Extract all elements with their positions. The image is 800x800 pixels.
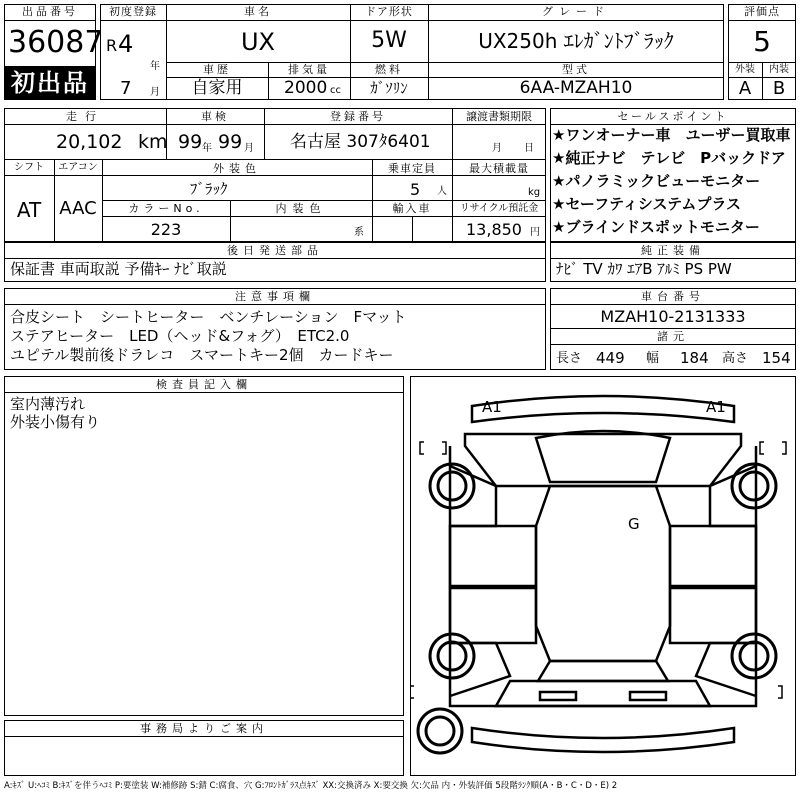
sales-point-3: ★パノラミックビューモニター <box>552 172 761 190</box>
inspection-year-unit: 年 <box>202 143 212 154</box>
lot-number: 36087 <box>8 25 104 60</box>
interior-label: 内装 <box>769 64 789 75</box>
reg-year: 4 <box>118 30 134 58</box>
inspector-line-2: 外装小傷有り <box>10 413 101 431</box>
capacity-unit: 人 <box>437 186 447 197</box>
sales-point-4: ★セーフティシステムプラス <box>552 195 741 213</box>
recycle-amount: 13,850 <box>466 220 522 239</box>
era: R <box>106 36 118 55</box>
sales-point-2: ★純正ナビ テレビ Pバックドア <box>552 149 786 167</box>
score-label: 評価点 <box>744 5 780 18</box>
transfer-day-unit: 日 <box>524 143 534 154</box>
ac-label: エアコン <box>58 162 98 173</box>
shift: AT <box>16 198 42 222</box>
first-reg-label: 初度登録 <box>109 5 157 18</box>
year-unit: 年 <box>150 61 160 72</box>
office-label: 事務局よりご案内 <box>140 722 268 735</box>
genuine-equipment: ﾅﾋﾞ TV ｶﾜ ｴｱB ｱﾙﾐ PS PW <box>556 260 732 278</box>
inspector-line-1: 室内薄汚れ <box>10 395 86 413</box>
transfer-label: 譲渡書類期限 <box>466 110 532 123</box>
later-parts-label: 後日発送部品 <box>227 244 323 257</box>
model-label: 型式 <box>562 63 590 76</box>
score: 5 <box>753 25 771 58</box>
mileage-unit: km <box>138 131 168 153</box>
load-label: 最大積載量 <box>469 162 529 175</box>
int-color-unit: 系 <box>354 227 364 238</box>
fuel-label: 燃料 <box>375 63 403 76</box>
inspection-year: 99 <box>178 131 203 153</box>
displacement-label: 排気量 <box>288 63 330 76</box>
damage-mark-front-right: A1 <box>706 398 726 416</box>
notes-line-1: 合皮シート シートヒーター ベンチレーション Fマット <box>10 308 407 326</box>
color-no: 223 <box>150 220 182 239</box>
history: 自家用 <box>191 78 243 98</box>
car-name: UX <box>240 28 275 56</box>
sales-point-1: ★ワンオーナー車 ユーザー買取車 <box>552 126 791 144</box>
grade: UX250h ｴﾚｶﾞﾝﾄﾌﾞﾗｯｸ <box>478 29 674 53</box>
history-label: 車歴 <box>203 63 231 76</box>
chassis-label: 車台番号 <box>641 290 705 303</box>
plate-label: 登録番号 <box>330 110 386 123</box>
reg-month: 7 <box>120 78 132 99</box>
door-type: 5W <box>371 28 407 53</box>
length: 449 <box>596 349 625 367</box>
displacement: 2000 <box>284 78 328 98</box>
lot-number-label: 出品番号 <box>22 5 78 18</box>
sales-points-label: セールスポイント <box>617 110 729 123</box>
length-label: 長さ <box>556 351 583 366</box>
inspection-month: 99 <box>218 131 243 153</box>
exterior-label: 外装 <box>735 64 755 75</box>
specs-label: 諸元 <box>657 330 689 343</box>
shift-label: シフト <box>14 162 44 173</box>
mileage-label: 走行 <box>66 110 104 123</box>
height-label: 高さ <box>722 351 749 366</box>
fuel: ｶﾞｿﾘﾝ <box>370 79 408 97</box>
exterior-grade: A <box>738 78 752 99</box>
load-unit: kg <box>528 187 541 198</box>
grade-label: グレード <box>542 5 610 18</box>
displacement-unit: cc <box>330 85 341 96</box>
color-no-label: カラーNo. <box>128 202 204 215</box>
damage-mark-front-left: A1 <box>482 398 502 416</box>
height: 154 <box>762 349 791 367</box>
later-parts: 保証書 車両取説 予備ｷｰ ﾅﾋﾞ取説 <box>10 260 227 278</box>
width-label: 幅 <box>646 351 660 366</box>
sales-point-5: ★ブラインドスポットモニター <box>552 218 760 236</box>
month-unit: 月 <box>150 87 160 98</box>
notes-line-2: ステアヒーター LED（ヘッド&フォグ） ETC2.0 <box>10 327 350 345</box>
ext-color: ﾌﾞﾗｯｸ <box>190 180 228 198</box>
inspector-label: 検査員記入欄 <box>156 378 252 391</box>
genuine-label: 純正装備 <box>641 244 705 257</box>
recycle-unit: 円 <box>530 227 540 238</box>
interior-grade: B <box>772 78 786 99</box>
car-name-label: 車名 <box>244 5 272 18</box>
first-listing-badge: 初出品 <box>4 66 96 100</box>
width: 184 <box>680 349 709 367</box>
import-label: 輸入車 <box>392 202 432 215</box>
inspection-month-unit: 月 <box>244 143 254 154</box>
door-label: ドア形状 <box>365 5 413 18</box>
damage-mark-glass: G <box>628 515 640 533</box>
plate-number: 名古屋 307ﾀ6401 <box>290 132 431 152</box>
model-code: 6AA-MZAH10 <box>519 78 633 98</box>
mileage: 20,102 <box>56 131 123 153</box>
transfer-month-unit: 月 <box>492 143 502 154</box>
legend: A:ｷｽﾞ U:ﾍｺﾐ B:ｷｽﾞを伴うﾍｺﾐ P:要塗装 W:補修跡 S:錆 C:腐食、穴 G:ﾌﾛﾝﾄｶﾞﾗｽ点ｷｽﾞ XX:交換済み X:要交換 欠:欠品 内・外装評価 5段階ﾗﾝｸ順(A・B・C・D・E) 2 <box>4 781 618 791</box>
notes-label: 注意事項欄 <box>235 290 315 303</box>
car-diagram <box>410 376 796 776</box>
int-color-label: 内装色 <box>275 202 327 215</box>
chassis-number: MZAH10-2131333 <box>600 307 746 326</box>
capacity: 5 <box>410 180 421 199</box>
ext-color-label: 外装色 <box>213 162 261 175</box>
notes-line-3: ユピテル製前後ドラレコ スマートキー2個 カードキー <box>10 346 394 364</box>
inspection-label: 車検 <box>201 110 229 123</box>
capacity-label: 乗車定員 <box>388 162 436 175</box>
recycle-label: リサイクル預託金 <box>459 203 539 214</box>
ac: AAC <box>59 198 97 219</box>
